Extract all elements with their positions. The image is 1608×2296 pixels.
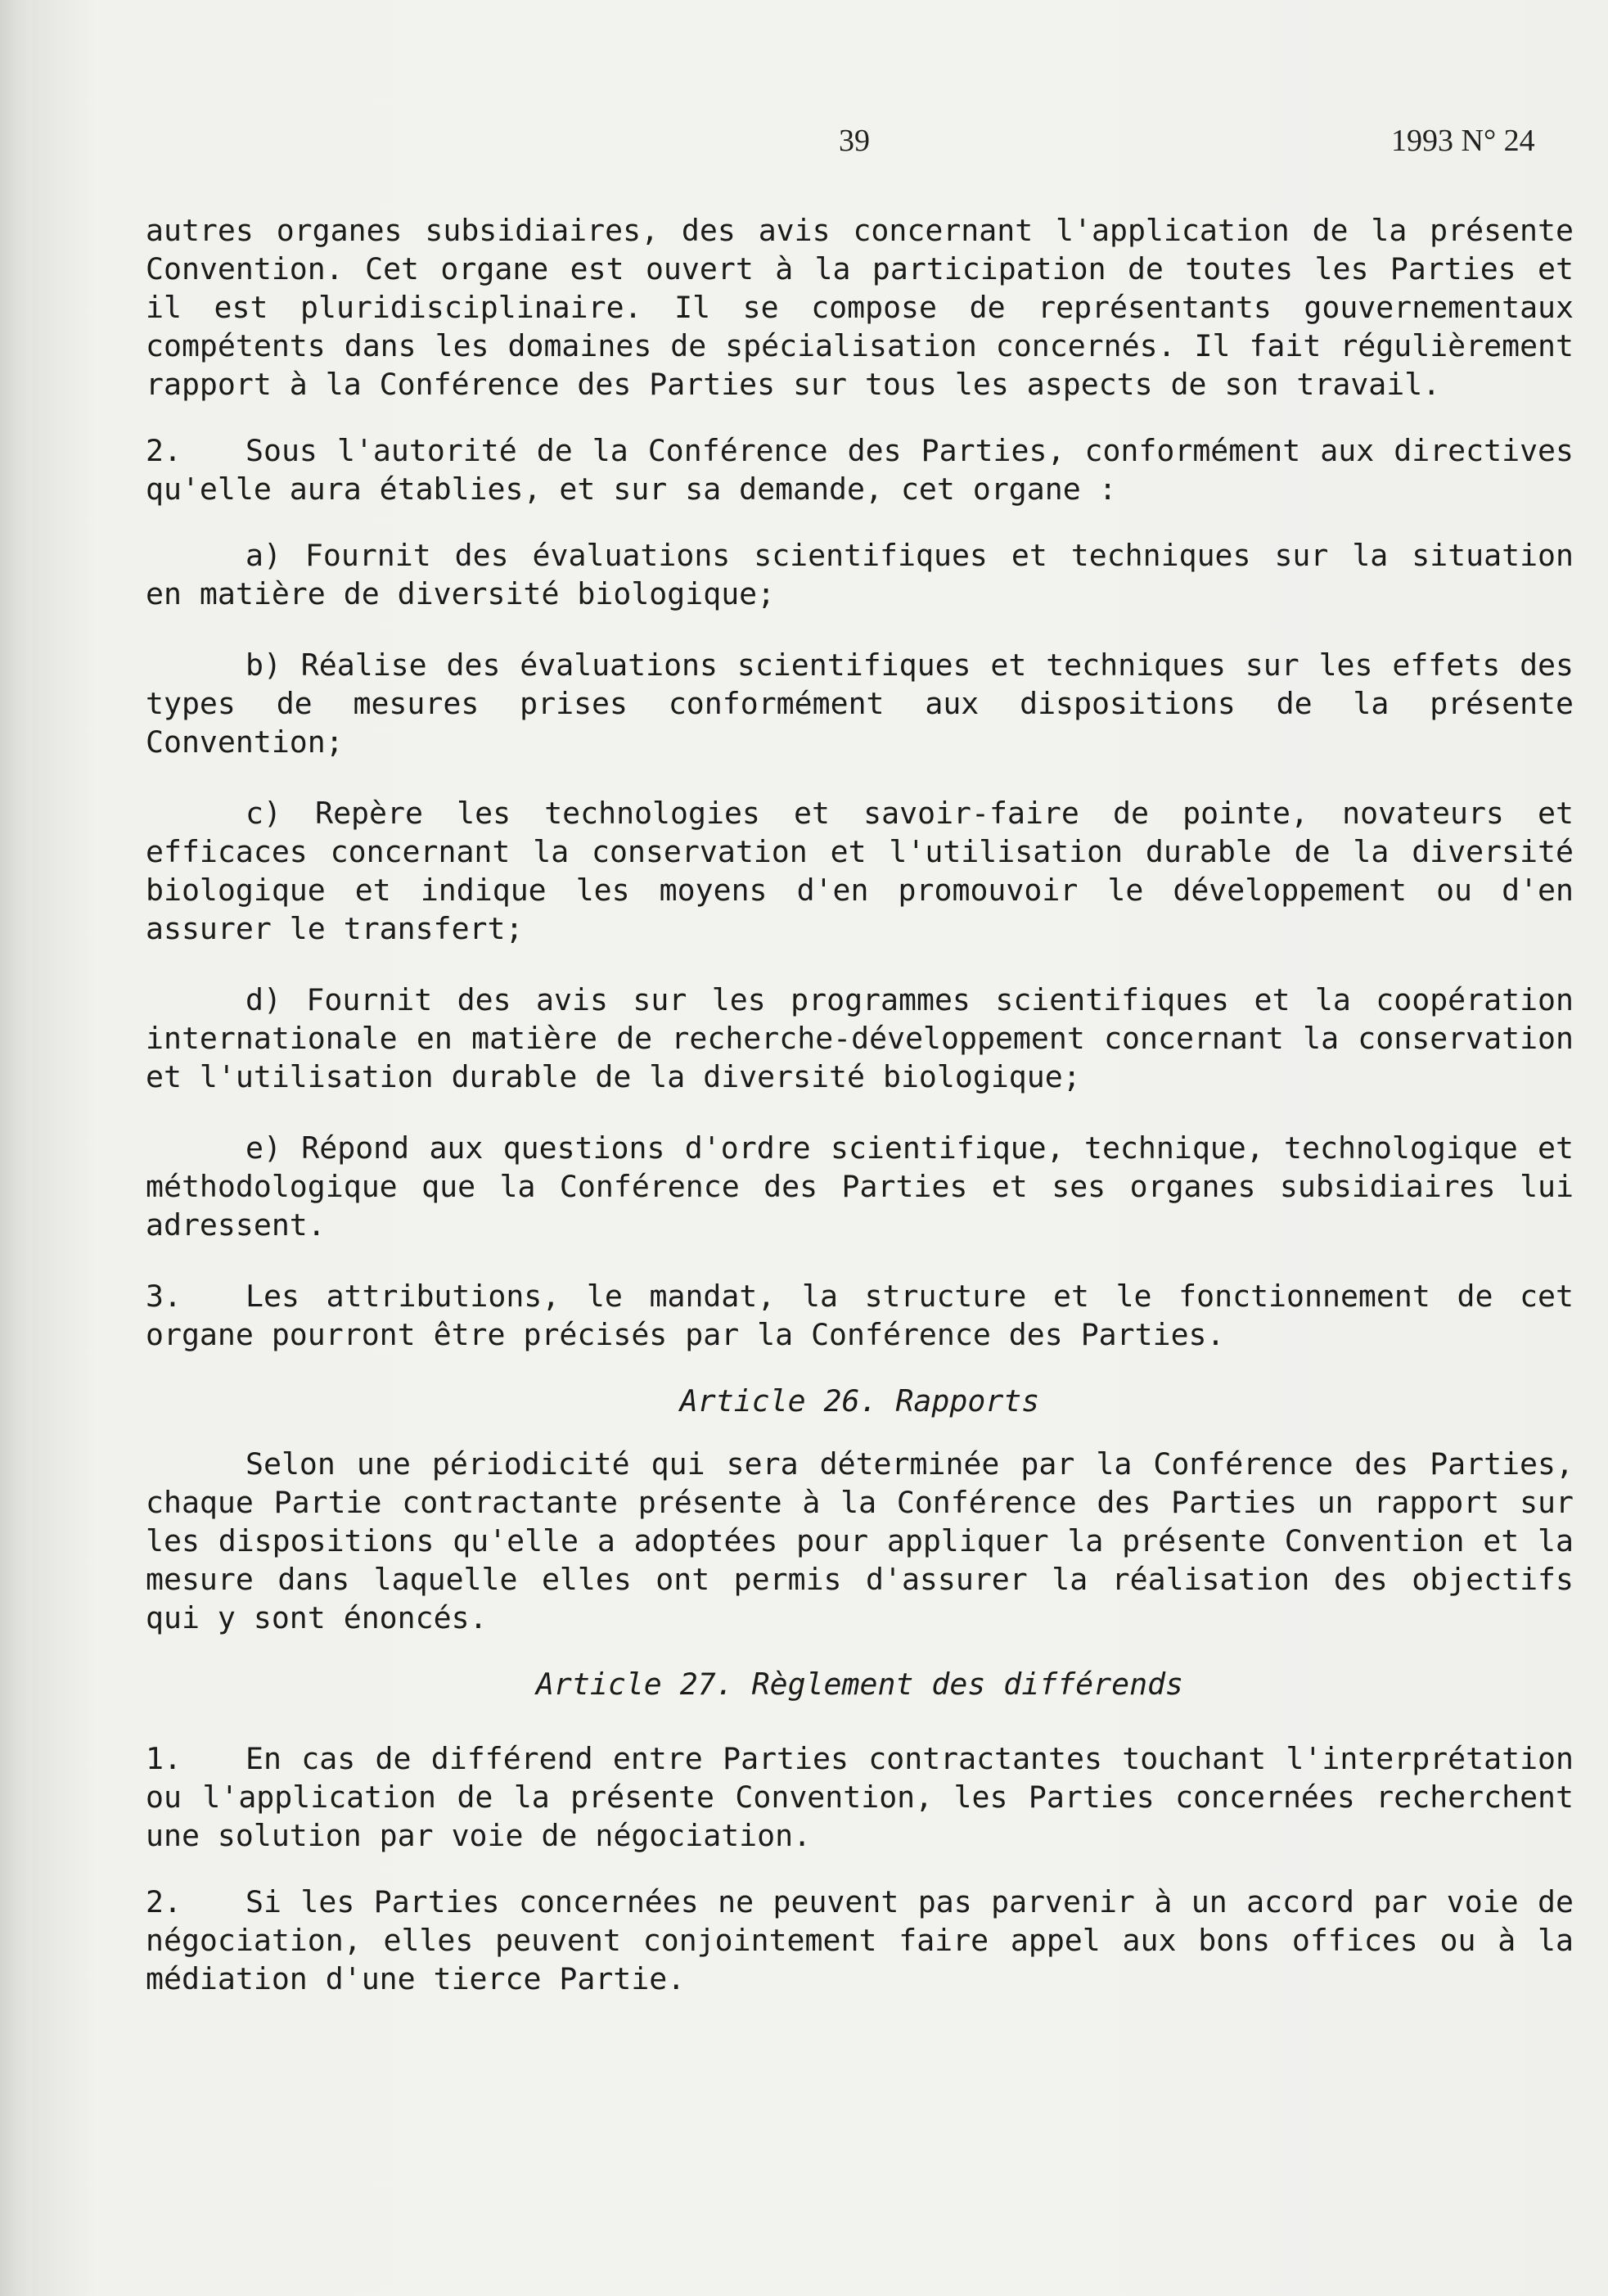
issue-reference: 1993 N° 24 — [1391, 124, 1535, 158]
paragraph-2 — [146, 431, 1574, 508]
article-27-paragraph-2-number: 2. — [146, 1884, 182, 1919]
paragraph-2-text: Sous l'autorité de la Conférence des Parties, conformément aux directives qu'elle aura établies, et sur sa demande, cet organe : — [146, 433, 1574, 507]
article-27-paragraph-1-text: En cas de différend entre Parties contractantes touchant l'interprétation ou l'application de la présente Convention, les Parties concernées recherchent une solution par voie de négociation. — [146, 1741, 1574, 1853]
article-27-paragraph-1 — [146, 1739, 1574, 1855]
list-item-a: a) Fournit des évaluations scientifiques et techniques sur la situation en matière de diversité biologique; — [146, 538, 1574, 611]
list-item-c: c) Repère les technologies et savoir-faire de pointe, novateurs et efficaces concernant la conservation et l'utilisation durable de la diversité biologique et indique les moyens d'en promouvoir le développement ou d'en assurer le transfert; — [146, 796, 1574, 946]
paragraph-3-text: Les attributions, le mandat, la structure et le fonctionnement de cet organe pourront être précisés par la Conférence des Parties. — [146, 1279, 1574, 1352]
article-27-heading: Article 27. Règlement des différends — [535, 1667, 1184, 1702]
article-27-paragraph-2 — [146, 1883, 1574, 1998]
paragraph-2-number: 2. — [146, 433, 182, 468]
list-item-b: b) Réalise des évaluations scientifiques et techniques sur les effets des types de mesures prises conformément aux dispositions de la présente Convention; — [146, 647, 1574, 760]
article-27-paragraph-2-text: Si les Parties concernées ne peuvent pas parvenir à un accord par voie de négociation, elles peuvent conjointement faire appel aux bons offices ou à la médiation d'une tierce Partie. — [146, 1884, 1574, 1996]
paragraph-3 — [146, 1277, 1574, 1354]
document-body — [146, 211, 1574, 2026]
article-26-heading: Article 26. Rapports — [679, 1383, 1040, 1419]
paragraph-3-number: 3. — [146, 1279, 182, 1314]
page-number: 39 — [839, 124, 870, 158]
binding-shadow — [0, 0, 39, 2296]
article-27-paragraph-1-number: 1. — [146, 1741, 182, 1776]
intro-paragraph: autres organes subsidiaires, des avis concernant l'application de la présente Convention. Cet organe est ouvert à la participation de toutes les Parties et il est pluridisciplinaire. Il se compose de représentants gouvernementaux compétents dans les domaines de spécialisation concernés. Il fait régulièrement rapport à la Conférence des Parties sur tous les aspects de son travail. — [146, 213, 1574, 402]
list-item-e: e) Répond aux questions d'ordre scientifique, technique, technologique et méthodologique que la Conférence des Parties et ses organes subsidiaires lui adressent. — [146, 1130, 1574, 1243]
article-26-text: Selon une périodicité qui sera déterminée par la Conférence des Parties, chaque Partie contractante présente à la Conférence des Parties un rapport sur les dispositions qu'elle a adoptées pour appliquer la présente Convention et la mesure dans laquelle elles ont permis d'assurer la réalisation des objectifs qui y sont énoncés. — [146, 1446, 1574, 1635]
list-item-d: d) Fournit des avis sur les programmes scientifiques et la coopération internationale en matière de recherche-développement concernant la conservation et l'utilisation durable de la diversité biologique; — [146, 982, 1574, 1094]
page-header — [0, 123, 1608, 164]
